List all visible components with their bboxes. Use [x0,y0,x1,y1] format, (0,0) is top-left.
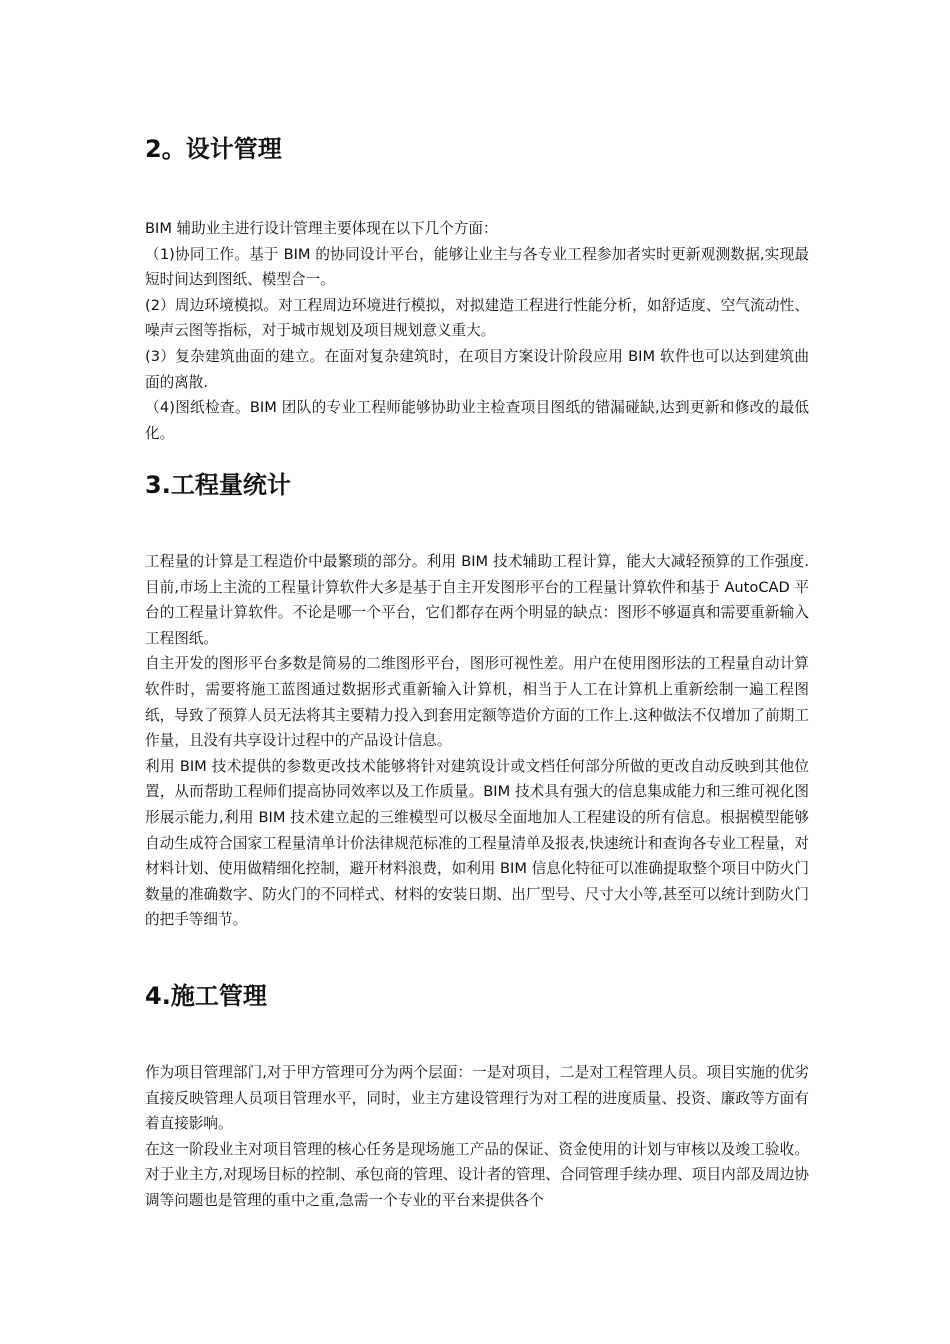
paragraph: （4)图纸检查。BIM 团队的专业工程师能够协助业主检查项目图纸的错漏碰缺,达到更新和修改的最低化。 [145,399,809,442]
paragraph: 自主开发的图形平台多数是简易的二维图形平台，图形可视性差。用户在使用图形法的工程量自动计算软件时，需要将施工蓝图通过数据形式重新输入计算机，相当于人工在计算机上重新绘制一遍工程图纸，导致了预算人员无法将其主要精力投入到套用定额等造价方面的工作上.这种做法不仅增加了前期工作量，且没有共享设计过程中的产品设计信息。 [145,655,809,750]
paragraph: （1)协同工作。基于 BIM 的协同设计平台，能够让业主与各专业工程参加者实时更新观测数据,实现最短时间达到图纸、模型合一。 [145,245,809,289]
section-body-construction-management [145,1060,809,1214]
paragraph: (3）复杂建筑曲面的建立。在面对复杂建筑时，在项目方案设计阶段应用 BIM 软件也可以达到建筑曲面的离散. [145,347,809,391]
section-heading-quantity-statistics: 3.工程量统计 [145,471,291,499]
paragraph: 工程量的计算是工程造价中最繁琐的部分。利用 BIM 技术辅助工程计算，能大大减轻预算的工作强度.目前,市场上主流的工程量计算软件大多是基于自主开发图形平台的工程量计算软件和基于 AutoCAD 平台的工程量计算软件。不论是哪一个平台，它们都存在两个明显的缺点：图形不够逼真和需要重新输入工程图纸。 [145,553,809,647]
paragraph: 作为项目管理部门,对于甲方管理可分为两个层面：一是对项目，二是对工程管理人员。项目实施的优劣直接反映管理人员项目管理水平，同时，业主方建设管理行为对工程的进度质量、投资、廉政等方面有着直接影响。 [145,1064,809,1133]
section-body-quantity-statistics [145,549,809,933]
section-heading-design-management: 2。设计管理 [145,135,282,163]
section-heading-construction-management: 4.施工管理 [145,982,267,1010]
section-body-design-management [145,216,809,446]
paragraph: 在这一阶段业主对项目管理的核心任务是现场施工产品的保证、资金使用的计划与审核以及竣工验收。对于业主方,对现场目标的控制、承包商的管理、设计者的管理、合同管理手续办理、项目内部及周边协调等问题也是管理的重中之重,急需一个专业的平台来提供各个 [145,1140,809,1209]
paragraph: (2）周边环境模拟。对工程周边环境进行模拟，对拟建造工程进行性能分析，如舒适度、空气流动性、噪声云图等指标，对于城市规划及项目规划意义重大。 [145,296,809,340]
paragraph: BIM 辅助业主进行设计管理主要体现在以下几个方面： [145,220,498,237]
paragraph: 利用 BIM 技术提供的参数更改技术能够将针对建筑设计或文档任何部分所做的更改自动反映到其他位置，从而帮助工程师们提高协同效率以及工作质量。BIM 技术具有强大的信息集成能力和三维可视化图形展示能力,利用 BIM 技术建立起的三维模型可以极尽全面地加人工程建设的所有信息。根据模型能够自动生成符合国家工程量清单计价法律规范标准的工程量清单及报表,快速统计和查询各专业工程量，对材料计划、使用做精细化控制，避开材料浪费，如利用 BIM 信息化特征可以准确提取整个项目中防火门数量的准确数字、防火门的不同样式、材料的安装日期、出厂型号、尺寸大小等,甚至可以统计到防火门的把手等细节。 [145,757,809,929]
